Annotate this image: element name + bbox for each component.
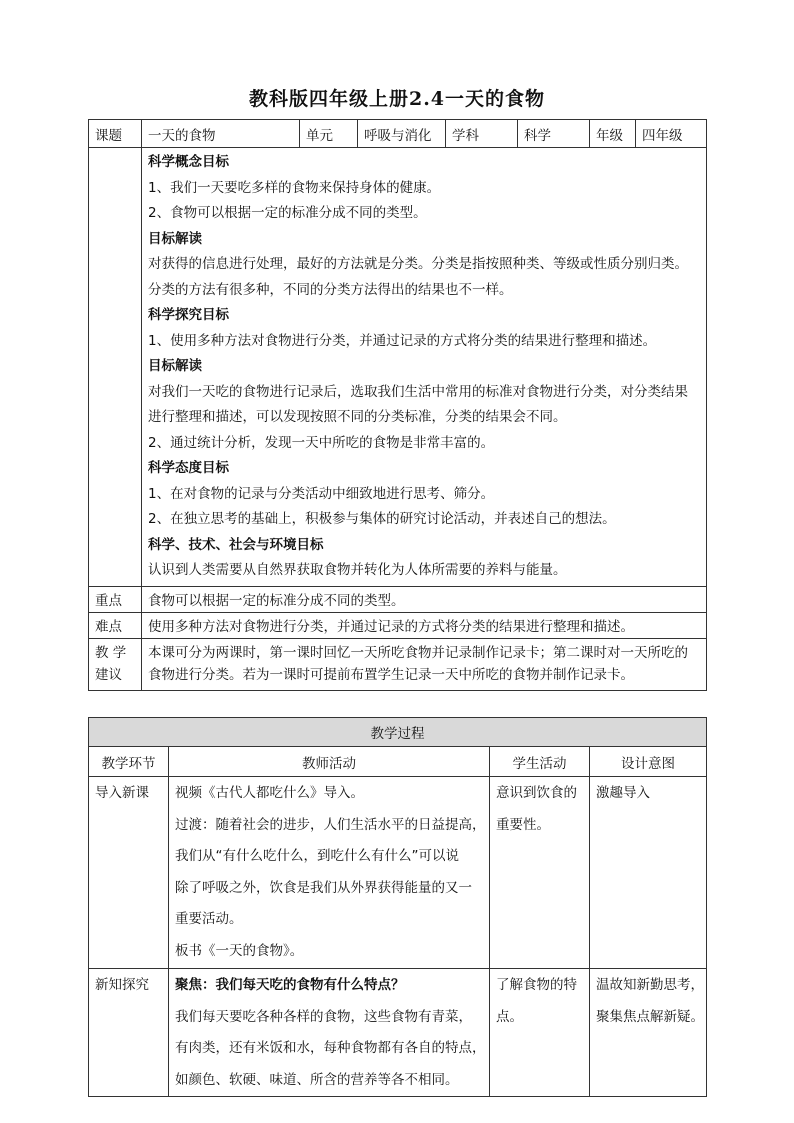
course-label: 课题	[89, 120, 142, 148]
objective-heading: 目标解读	[148, 358, 202, 374]
teacher-activity-line: 除了呼吸之外，饮食是我们从外界获得能量的又一	[175, 879, 472, 896]
difficulty-value: 使用多种方法对食物进行分类，并通过记录的方式将分类的结果进行整理和描述。	[142, 612, 707, 638]
teacher-activity-line: 如颜色、软硬、味道、所含的营养等各不相同。	[175, 1071, 459, 1088]
design-intent-cell	[590, 969, 707, 1097]
student-activity-line: 点。	[496, 1008, 523, 1025]
header-row	[89, 120, 707, 148]
objective-heading: 科学、技术、社会与环境目标	[148, 536, 324, 553]
objectives-row	[89, 148, 707, 587]
student-activity-cell	[490, 969, 590, 1097]
document-title: 教科版四年级上册2.4一天的食物	[248, 88, 546, 110]
objective-line: 对获得的信息进行处理，最好的方法就是分类。分类是指按照种类、等级或性质分别归类。	[148, 256, 688, 272]
process-row-explore	[89, 969, 707, 1097]
teacher-activity-line: 过渡：随着社会的进步，人们生活水平的日益提高，	[175, 816, 486, 833]
process-section-title: 教学过程	[89, 718, 707, 747]
teaching-process-table	[88, 717, 707, 1097]
teacher-activity-line: 重要活动。	[175, 911, 243, 927]
stage-cell: 新知探究	[89, 969, 169, 1097]
teacher-activity-line: 我们每天要吃各种各样的食物，这些食物有青菜，	[175, 1008, 472, 1025]
objectives-content	[142, 148, 707, 587]
lesson-info-table	[88, 119, 707, 691]
suggestion-line-2: 食物进行分类。若为一课时可提前布置学生记录一天中所吃的食物并制作记录卡。	[148, 667, 634, 683]
key-point-value: 食物可以根据一定的标准分成不同的类型。	[142, 586, 707, 612]
teacher-activity-line: 视频《古代人都吃什么》导入。	[175, 785, 364, 801]
column-intent: 设计意图	[590, 747, 707, 777]
difficulty-label: 难点	[89, 612, 142, 638]
unit-label: 单元	[300, 120, 358, 148]
suggestion-label-line-1: 教 学	[95, 645, 127, 661]
stage-cell: 导入新课	[89, 777, 169, 969]
column-stage: 教学环节	[89, 747, 169, 777]
grade-label: 年级	[590, 120, 636, 148]
process-row-intro	[89, 777, 707, 969]
teacher-activity-line: 我们从“有什么吃什么，到吃什么有什么”可以说	[175, 848, 459, 864]
suggestion-value	[142, 638, 707, 690]
teacher-focus-heading: 聚焦：我们每天吃的食物有什么特点？	[175, 977, 405, 993]
objective-heading: 科学概念目标	[148, 154, 229, 170]
teacher-activity-line: 板书《一天的食物》。	[175, 942, 304, 959]
teacher-activity-line: 有肉类，还有米饭和水，每种食物都有各自的特点，	[175, 1040, 486, 1056]
design-intent-cell	[590, 777, 707, 969]
grade-value: 四年级	[636, 120, 707, 148]
objective-line: 1、我们一天要吃多样的食物来保持身体的健康。	[148, 179, 441, 196]
objective-line: 对我们一天吃的食物进行记录后，选取我们生活中常用的标准对食物进行分类，对分类结果	[148, 383, 688, 400]
design-intent-line: 激趣导入	[596, 785, 650, 801]
subject-label: 学科	[446, 120, 518, 148]
objectives-label-cell	[89, 148, 142, 587]
objective-line: 1、使用多种方法对食物进行分类，并通过记录的方式将分类的结果进行整理和描述。	[148, 332, 657, 349]
column-teacher: 教师活动	[169, 747, 490, 777]
objective-line: 2、通过统计分析，发现一天中所吃的食物是非常丰富的。	[148, 434, 495, 451]
key-point-label: 重点	[89, 586, 142, 612]
objective-line: 分类的方法有很多种，不同的分类方法得出的结果也不一样。	[148, 281, 513, 298]
suggestion-line-1: 本课可分为两课时，第一课时回忆一天所吃食物并记录制作记录卡；第二课时对一天所吃的	[148, 645, 688, 661]
student-activity-line: 重要性。	[496, 816, 550, 833]
difficulty-row	[89, 612, 707, 638]
objective-line: 1、在对食物的记录与分类活动中细致地进行思考、筛分。	[148, 485, 495, 502]
suggestion-row	[89, 638, 707, 690]
student-activity-cell	[490, 777, 590, 969]
key-point-row	[89, 586, 707, 612]
teacher-activity-cell	[169, 777, 490, 969]
subject-value: 科学	[518, 120, 590, 148]
teacher-activity-cell	[169, 969, 490, 1097]
design-intent-line: 聚集焦点解新疑。	[596, 1008, 704, 1025]
suggestion-label	[89, 638, 142, 690]
student-activity-line: 了解食物的特	[496, 977, 577, 993]
course-value: 一天的食物	[142, 120, 300, 148]
student-activity-line: 意识到饮食的	[496, 785, 577, 801]
objective-line: 2、在独立思考的基础上，积极参与集体的研究讨论活动，并表述自己的想法。	[148, 511, 616, 527]
process-title-row	[89, 718, 707, 747]
objective-line: 进行整理和描述，可以发现按照不同的分类标准，分类的结果会不同。	[148, 409, 567, 425]
process-header-row	[89, 747, 707, 777]
objective-line: 认识到人类需要从自然界获取食物并转化为人体所需要的养料与能量。	[148, 562, 567, 578]
objective-heading: 科学态度目标	[148, 460, 229, 476]
suggestion-label-line-2: 建议	[95, 667, 122, 683]
objective-line: 2、食物可以根据一定的标准分成不同的类型。	[148, 205, 427, 221]
design-intent-line: 温故知新勤思考，	[596, 977, 704, 993]
column-student: 学生活动	[490, 747, 590, 777]
unit-value: 呼吸与消化	[358, 120, 446, 148]
objective-heading: 目标解读	[148, 230, 202, 247]
objective-heading: 科学探究目标	[148, 307, 229, 323]
